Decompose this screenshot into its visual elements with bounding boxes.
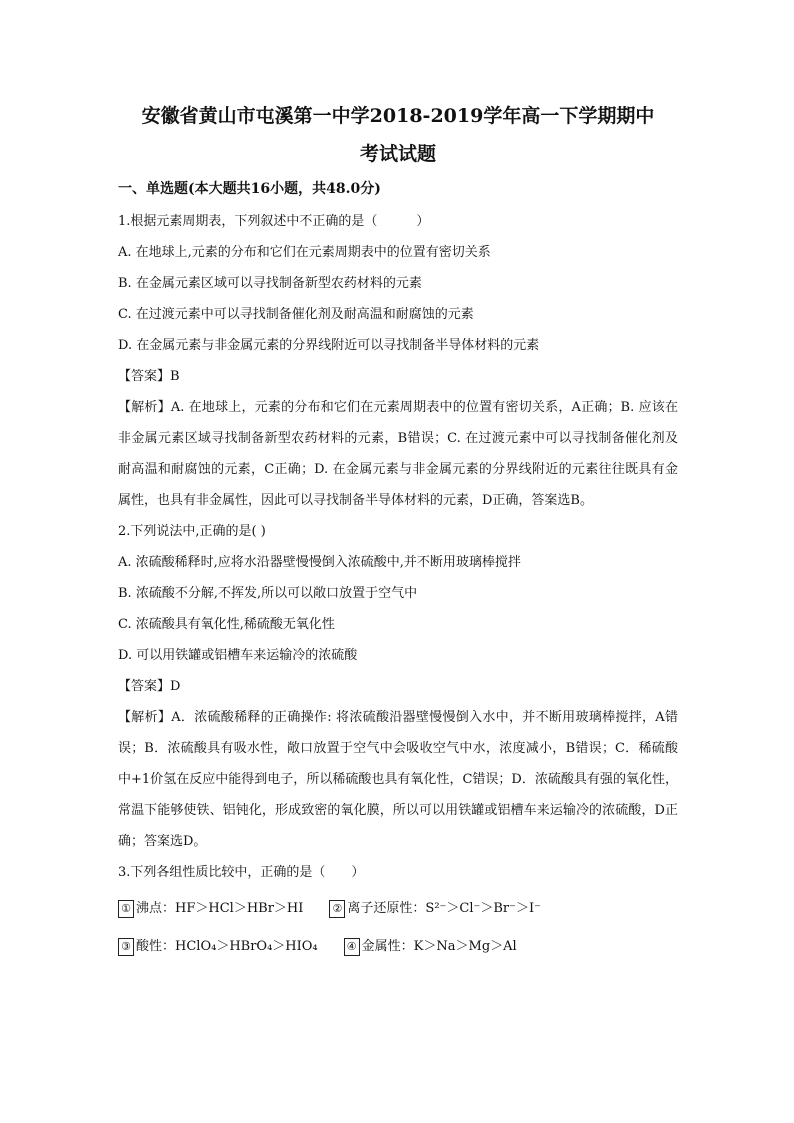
option-a: A. 在地球上,元素的分布和它们在元素周期表中的位置有密切关系 [118, 245, 491, 260]
option-b: B. 在金属元素区域可以寻找制备新型农药材料的元素 [118, 276, 422, 291]
item-number: ③ [118, 938, 134, 956]
comparison-item [118, 930, 318, 964]
comparison-row-2 [118, 930, 678, 964]
title-line-2: 考试试题 [359, 143, 436, 165]
item-text: HClO₄＞HBrO₄＞HIO₄ [175, 939, 318, 954]
item-label: 金属性： [361, 939, 414, 954]
question-stem: 1.根据元素周期表，下列叙述中不正确的是（ ） [118, 214, 430, 229]
question-stem: 3.下列各组性质比较中，正确的是（ ） [118, 865, 365, 880]
comparison-item [344, 930, 517, 964]
item-number: ④ [344, 938, 360, 956]
answer: 【答案】B [118, 369, 180, 384]
question-stem: 2.下列说法中,正确的是( ) [118, 524, 266, 539]
item-number: ② [329, 900, 345, 918]
comparison-item [118, 892, 303, 926]
option-b: B. 浓硫酸不分解,不挥发,所以可以敞口放置于空气中 [118, 586, 418, 601]
question-3 [118, 857, 678, 964]
question-1 [118, 206, 678, 516]
item-label: 沸点： [136, 901, 176, 916]
title-line-1: 安徽省黄山市屯溪第一中学2018-2019学年高一下学期期中 [141, 105, 655, 127]
item-text: S²⁻＞Cl⁻＞Br⁻＞I⁻ [425, 901, 541, 916]
option-c: C. 浓硫酸具有氧化性,稀硫酸无氧化性 [118, 617, 335, 632]
comparison-row-1 [118, 892, 678, 926]
option-a: A. 浓硫酸稀释时,应将水沿器壁慢慢倒入浓硫酸中,并不断用玻璃棒搅拌 [118, 555, 521, 570]
option-c: C. 在过渡元素中可以寻找制备催化剂及耐高温和耐腐蚀的元素 [118, 307, 474, 322]
section-heading: 一、单选题(本大题共16小题，共48.0分) [118, 181, 381, 197]
comparison-item [329, 892, 541, 926]
analysis: 【解析】A. 在地球上，元素的分布和它们在元素周期表中的位置有密切关系，A正确；B. 应该在非金属元素区域寻找制备新型农药材料的元素，B错误；C. 在过渡元素中可以寻找制备催化剂及耐高温和耐腐蚀的元素，C正确；D. 在金属元素与非金属元素的分界线附近的元素往往既具有金属性，也具有非金属性，因此可以寻找制备半导体材料的元素，D正确，答案选B。 [118, 400, 678, 508]
item-text: K＞Na＞Mg＞Al [413, 939, 517, 954]
item-text: HF＞HCl＞HBr＞HI [175, 901, 304, 916]
item-label: 酸性： [136, 939, 176, 954]
answer: 【答案】D [118, 679, 181, 694]
document-title [118, 100, 678, 170]
document-page [118, 92, 678, 968]
item-label: 离子还原性： [347, 901, 426, 916]
analysis: 【解析】A．浓硫酸稀释的正确操作: 将浓硫酸沿器壁慢慢倒入水中，并不断用玻璃棒搅拌，A错误；B．浓硫酸具有吸水性，敞口放置于空气中会吸收空气中水，浓度减小，B错误；C．稀硫酸中+1价氢在反应中能得到电子，所以稀硫酸也具有氧化性，C错误；D．浓硫酸具有强的氧化性，常温下能够使铁、铝钝化，形成致密的氧化膜，所以可以用铁罐或铝槽车来运输冷的浓硫酸，D正确；答案选D。 [118, 710, 678, 849]
option-d: D. 在金属元素与非金属元素的分界线附近可以寻找制备半导体材料的元素 [118, 338, 540, 353]
question-2 [118, 516, 678, 857]
option-d: D. 可以用铁罐或铝槽车来运输冷的浓硫酸 [118, 648, 358, 663]
item-number: ① [118, 900, 134, 918]
